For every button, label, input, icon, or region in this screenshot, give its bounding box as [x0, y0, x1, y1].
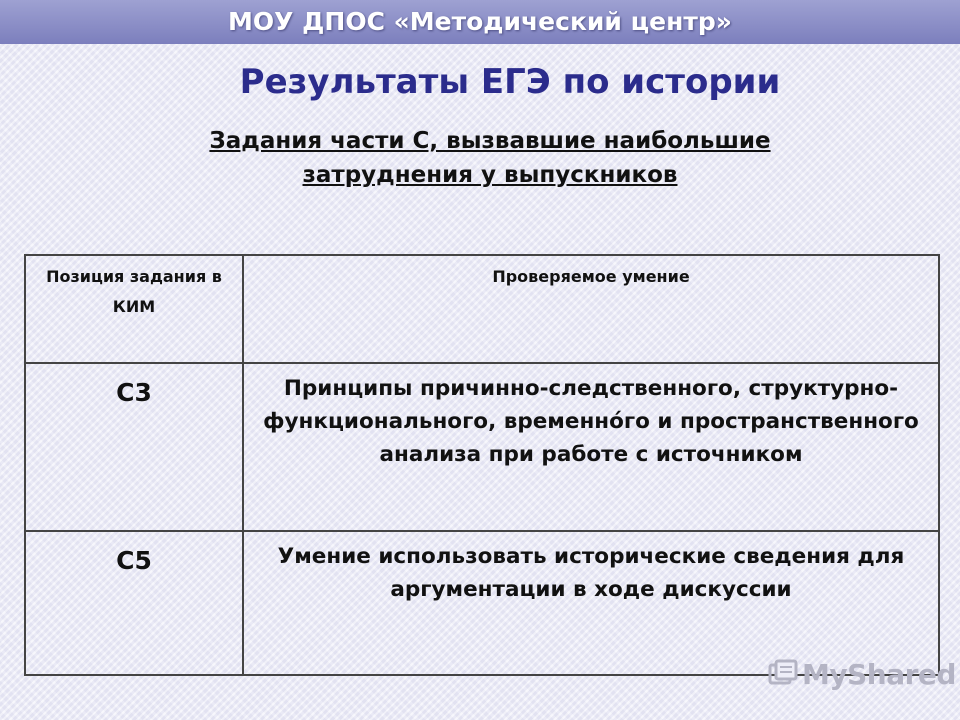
task-code: С5 [25, 531, 243, 675]
header-position-label: Позиция задания в КИМ [46, 267, 222, 316]
organization-title: МОУ ДПОС «Методический центр» [228, 7, 732, 36]
table-row [25, 531, 939, 675]
watermark-text: MyShared [802, 657, 956, 691]
header-bar [0, 0, 960, 44]
header-skill [243, 255, 939, 363]
task-code: С3 [25, 363, 243, 531]
myshared-watermark [768, 656, 956, 692]
slide-subtitle: Задания части С, вызвавшие наибольшие затруднения у выпускников [209, 128, 771, 188]
table-row [25, 363, 939, 531]
tasks-table [24, 254, 940, 676]
table-header-row [25, 255, 939, 363]
slide-title: Результаты ЕГЭ по истории [239, 62, 781, 102]
task-skill: Принципы причинно-следственного, структурно-функционального, временнóго и пространственного анализа при работе с источником [243, 363, 939, 531]
myshared-logo-icon [768, 659, 798, 689]
header-skill-label: Проверяемое умение [492, 267, 690, 286]
task-skill: Умение использовать исторические сведения для аргументации в ходе дискуссии [243, 531, 939, 675]
header-position [25, 255, 243, 363]
